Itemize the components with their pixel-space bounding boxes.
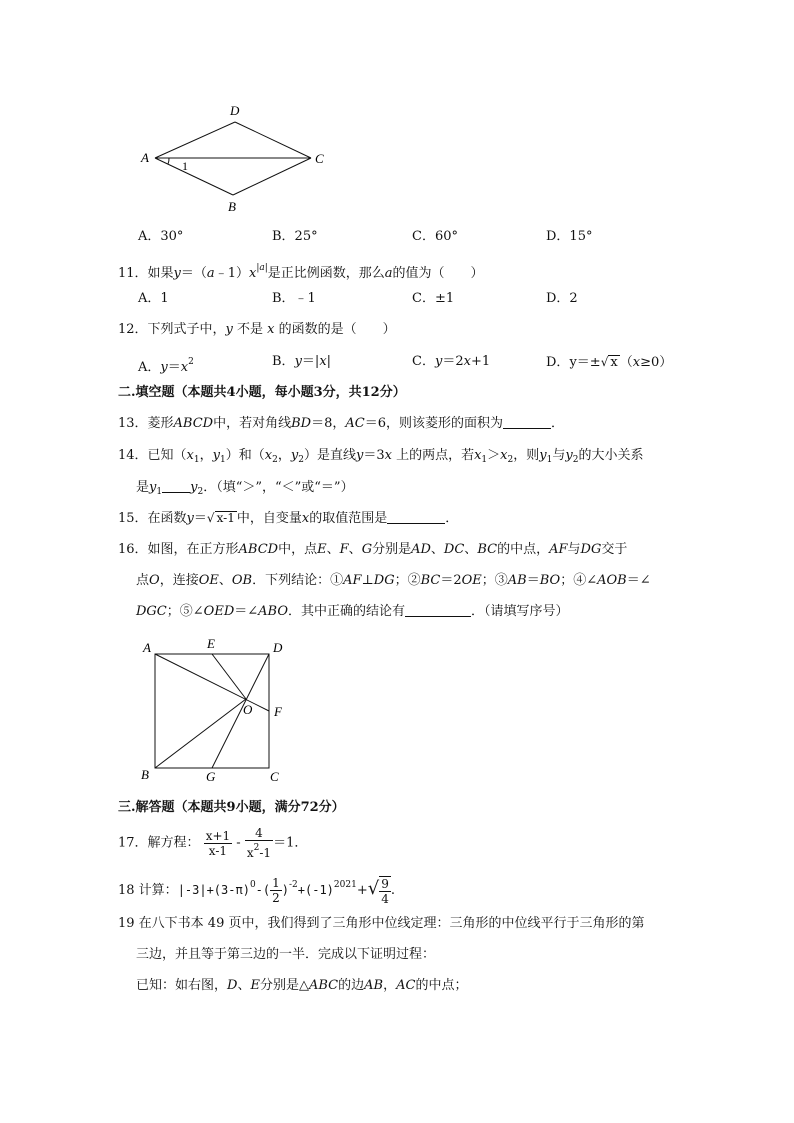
- fraction-1: $\frac{x+1}{x-1}$: [205, 828, 231, 858]
- edge-ad: [155, 122, 235, 158]
- q11-option-b: B．﹣1: [272, 291, 316, 306]
- angle-arc: [168, 158, 169, 164]
- question-15: 15．在函数y＝√ x-1 中，自变量x的取值范围是 ．: [118, 511, 459, 526]
- label-o: O: [243, 702, 253, 717]
- question-16-line-3: DGC；⑤∠OED＝∠ABO．其中正确的结论有 ．（请填写序号）: [136, 604, 569, 619]
- question-14-line-1: 14．已知（$x_1$，$y_1$）和（$x_2$，$y_2$）是直线y＝3x 上的两点，若$x_1>x_2$，则$y_1$与$y_2$的大小关系: [118, 448, 644, 465]
- q11-option-c: C．±1: [412, 291, 455, 306]
- label-angle-1: 1: [182, 159, 188, 173]
- section-2-heading: 二.填空题（本题共4小题，每小题3分，共12分）: [118, 385, 406, 400]
- edge-cb: [233, 158, 311, 195]
- question-18: 18 计算：$|-3|+(3-\pi)^0-$( $\frac{1}{2}$ )$^{-2}+(-1)^{2021}+√$ $\frac{9}{4}$ .: [118, 876, 395, 906]
- fraction-half: $\frac{1}{2}$: [272, 876, 280, 905]
- q12-option-c: C．y＝2x+1: [412, 354, 491, 369]
- question-16-line-2: 点O，连接OE、OB．下列结论：①AF⊥DG；②BC＝2OE；③AB＝BO；④∠AOB＝∠: [136, 573, 651, 588]
- question-17: 17．解方程： $\frac{x+1}{x-1}$ - $\frac{4}{x^2-1}$ ＝1．: [118, 826, 308, 860]
- label-f: F: [274, 704, 282, 719]
- answer-blank[interactable]: [405, 604, 471, 617]
- q12-option-d: D．y＝±√ x （x≥0）: [546, 355, 673, 370]
- edge-ba: [155, 158, 233, 195]
- label-b: B: [141, 767, 149, 782]
- q10-option-a: A．30°: [138, 229, 184, 244]
- label-c: C: [270, 769, 279, 784]
- edge-dc: [235, 122, 311, 158]
- q10-option-c: C．60°: [412, 229, 458, 244]
- fraction-nine-fourths: $\frac{9}{4}$: [381, 876, 389, 906]
- question-12: 12．下列式子中，y 不是 x 的函数的是（ ）: [118, 322, 396, 337]
- label-a: A: [141, 150, 149, 165]
- answer-blank[interactable]: [503, 416, 551, 429]
- q11-option-d: D．2: [546, 291, 578, 306]
- rhombus-figure: [135, 100, 335, 215]
- question-19-line-3: 已知：如右图，D、E分别是△ABC的边AB，AC的中点；: [136, 978, 468, 993]
- question-13: 13．菱形ABCD中，若对角线BD＝8，AC＝6，则该菱形的面积为 ．: [118, 416, 565, 431]
- label-g: G: [206, 769, 216, 784]
- label-b: B: [228, 199, 236, 214]
- question-14-line-2: 是$y_1$ $y_2$．（填“＞”，“＜”或“＝”）: [136, 480, 354, 497]
- question-11: 11．如果$y=(a﹣1)x^{|a|}$是正比例函数，那么a的值为（ ）: [118, 263, 484, 281]
- label-e: E: [207, 636, 215, 651]
- question-19-line-2: 三边，并且等于第三边的一半．完成以下证明过程：: [136, 947, 436, 962]
- label-a: A: [143, 640, 151, 655]
- square-figure: [135, 632, 300, 787]
- q10-option-d: D．15°: [546, 229, 593, 244]
- fraction-2: $\frac{4}{x^2-1}$: [246, 826, 272, 860]
- q10-option-b: B．25°: [272, 229, 318, 244]
- label-d: D: [273, 640, 283, 655]
- q11-option-a: A．1: [138, 291, 169, 306]
- label-c: C: [315, 151, 324, 166]
- label-d: D: [230, 103, 240, 118]
- segment-dg: [212, 654, 269, 768]
- q12-option-b: B．y＝|x|: [272, 354, 332, 369]
- question-16-line-1: 16．如图，在正方形ABCD中，点E、F、G分别是AD、DC、BC的中点，AF与DG交于: [118, 542, 628, 557]
- answer-blank[interactable]: [387, 511, 445, 524]
- answer-blank[interactable]: [162, 480, 190, 493]
- segment-ob: [155, 699, 246, 768]
- section-3-heading: 三.解答题（本题共9小题，满分72分）: [118, 800, 345, 815]
- question-19-line-1: 19 在八下书本 49 页中，我们得到了三角形中位线定理：三角形的中位线平行于三角形的第: [118, 916, 645, 931]
- segment-oe: [212, 654, 246, 699]
- q12-option-a: A．$y=x^2$: [138, 357, 194, 375]
